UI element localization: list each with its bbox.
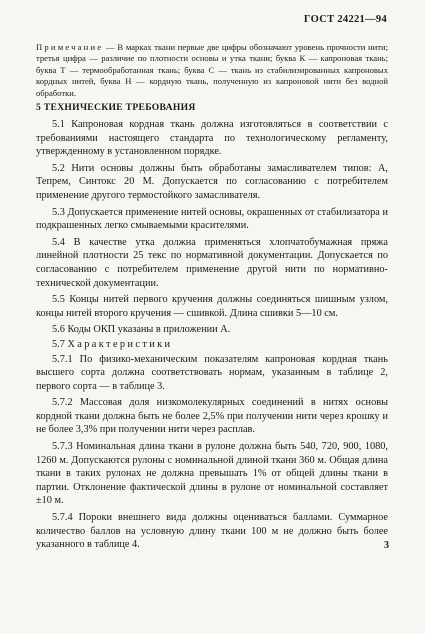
section-body — [36, 118, 388, 555]
paragraph-5-7-heading — [36, 338, 388, 352]
subsection-title: Характеристики — [67, 338, 173, 350]
paragraph-5-3: 5.3 Допускается применение нитей основы, окрашенных от стабилизатора и подкрашенных легко смываемыми красителями. — [36, 206, 388, 232]
document-header: ГОСТ 24221—94 — [303, 14, 387, 25]
section-title: 5 ТЕХНИЧЕСКИЕ ТРЕБОВАНИЯ — [36, 102, 196, 113]
paragraph-5-5: 5.5 Концы нитей первого кручения должны соединяться шишным узлом, концы нитей второго кручения — сшивкой. Длина сшивки 5—10 см. — [36, 294, 388, 319]
note-label: Примечание — [36, 42, 104, 52]
paragraph-5-7-2: 5.7.2 Массовая доля низкомолекулярных соединений в нитях основы кордной ткани должна быть не более 2,5% при получении нити через крошку и не более 3,3% при получении нити через расплав. — [36, 397, 388, 436]
page-number: 3 — [384, 540, 389, 551]
note-paragraph — [36, 42, 388, 99]
paragraph-5-1: 5.1 Капроновая кордная ткань должна изготовляться в соответствии с требованиями настоящего стандарта по технологическому регламенту, утвержденному в установленном порядке. — [36, 119, 388, 158]
paragraph-5-2: 5.2 Нити основы должны быть обработаны замасливателем типов: А, Тепрем, Синтокс 20 М. Допускается по согласованию с потребителем применение другого термостойкого замасливателя. — [36, 162, 388, 201]
paragraph-5-7-3: 5.7.3 Номинальная длина ткани в рулоне должна быть 540, 720, 900, 1080, 1260 м. Допускаются рулоны с номинальной длиной ткани 360 м. Общая длина ткани в таких рулонах не должна превышать 1% от общей длины ткани в партии. Отклонение фактической длины в рулоне от номинальной составляет ±10 м. — [36, 441, 388, 507]
note-text: — В марках ткани первые две цифры обозначают уровень прочности нити; третья цифра — различие по плотности основы и утка ткани; буква К — капроновая ткань; буква Т — термообработанная ткань; буква С — ткань из стабилизированных капроновых кордных нитей, буква Н — кордную ткань, полученную из капроновой нити без водной обработки. — [36, 42, 388, 98]
paragraph-5-7-4: 5.7.4 Пороки внешнего вида должны оцениваться баллами. Суммарное количество баллов на условную длину ткани 100 м не должно быть более указанного в таблице 4. — [36, 512, 388, 551]
paragraph-5-6: 5.6 Коды ОКП указаны в приложении А. — [52, 324, 231, 336]
subsection-number: 5.7 — [52, 338, 68, 350]
paragraph-5-4: 5.4 В качестве утка должна применяться хлопчатобумажная пряжа линейной плотности 25 текс по нормативной документации. Допускается по согласованию с потребителем применение другой нити по нормативно-технической документации. — [36, 236, 388, 289]
paragraph-5-7-1: 5.7.1 По физико-механическим показателям капроновая кордная ткань высшего сорта должна соответствовать нормам, указанным в таблице 2, первого сорта — в таблице 3. — [36, 353, 388, 392]
